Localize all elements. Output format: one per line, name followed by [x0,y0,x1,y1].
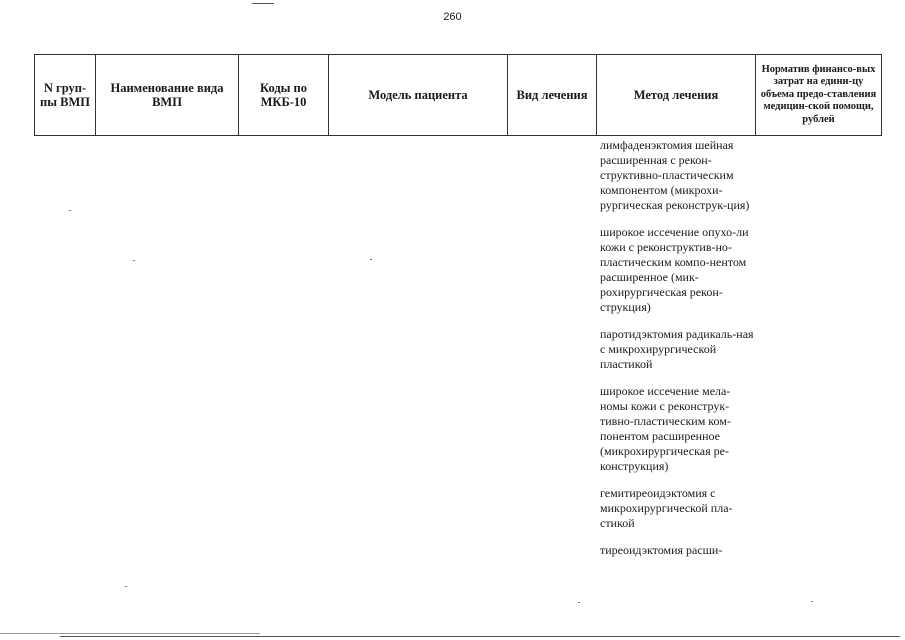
method-item: широкое иссечение опухо-ли кожи с реконструктив-но-пластическим компо-нентом расширенное (мик-рохирургическая рекон-струкция) [600,225,749,314]
method-item: тиреоидэктомия расши- [600,543,723,557]
col-treatment-type: Вид лечения [508,55,597,136]
col-group-no: N груп- пы ВМП [35,55,96,136]
scan-speck [125,586,127,587]
method-item: паротидэктомия радикаль-ная с микрохирургической пластикой [600,327,754,371]
scan-speck [133,260,135,261]
table-header [34,54,882,136]
scan-edge-line [60,636,900,637]
scan-speck [811,601,813,602]
method-item: гемитиреоидэктомия с микрохирургической пла-стикой [600,486,733,530]
scan-mark-top [252,3,274,4]
col-treatment-method: Метод лечения [597,55,756,136]
scan-speck [578,602,580,603]
col-icd-codes: Коды по МКБ-10 [239,55,329,136]
method-item: широкое иссечение мела-номы кожи с реконструк-тивно-пластическим ком-понентом расширенное (микрохирургическая ре-конструкция) [600,384,731,473]
scan-edge-line [0,633,260,634]
col-vmp-name: Наименование вида ВМП [96,55,239,136]
scan-speck [370,259,372,260]
treatment-method-list [600,138,758,570]
scan-speck [69,210,71,211]
method-item: лимфаденэктомия шейная расширенная с рекон-структивно-пластическим компонентом (микрохи-рургическая реконструк-ция) [600,138,750,212]
col-cost-norm: Норматив финансо-вых затрат на едини-цу объема предо-ставления медицин-ской помощи, рублей [756,55,882,136]
col-patient-model: Модель пациента [329,55,508,136]
page-number: 260 [443,11,462,23]
